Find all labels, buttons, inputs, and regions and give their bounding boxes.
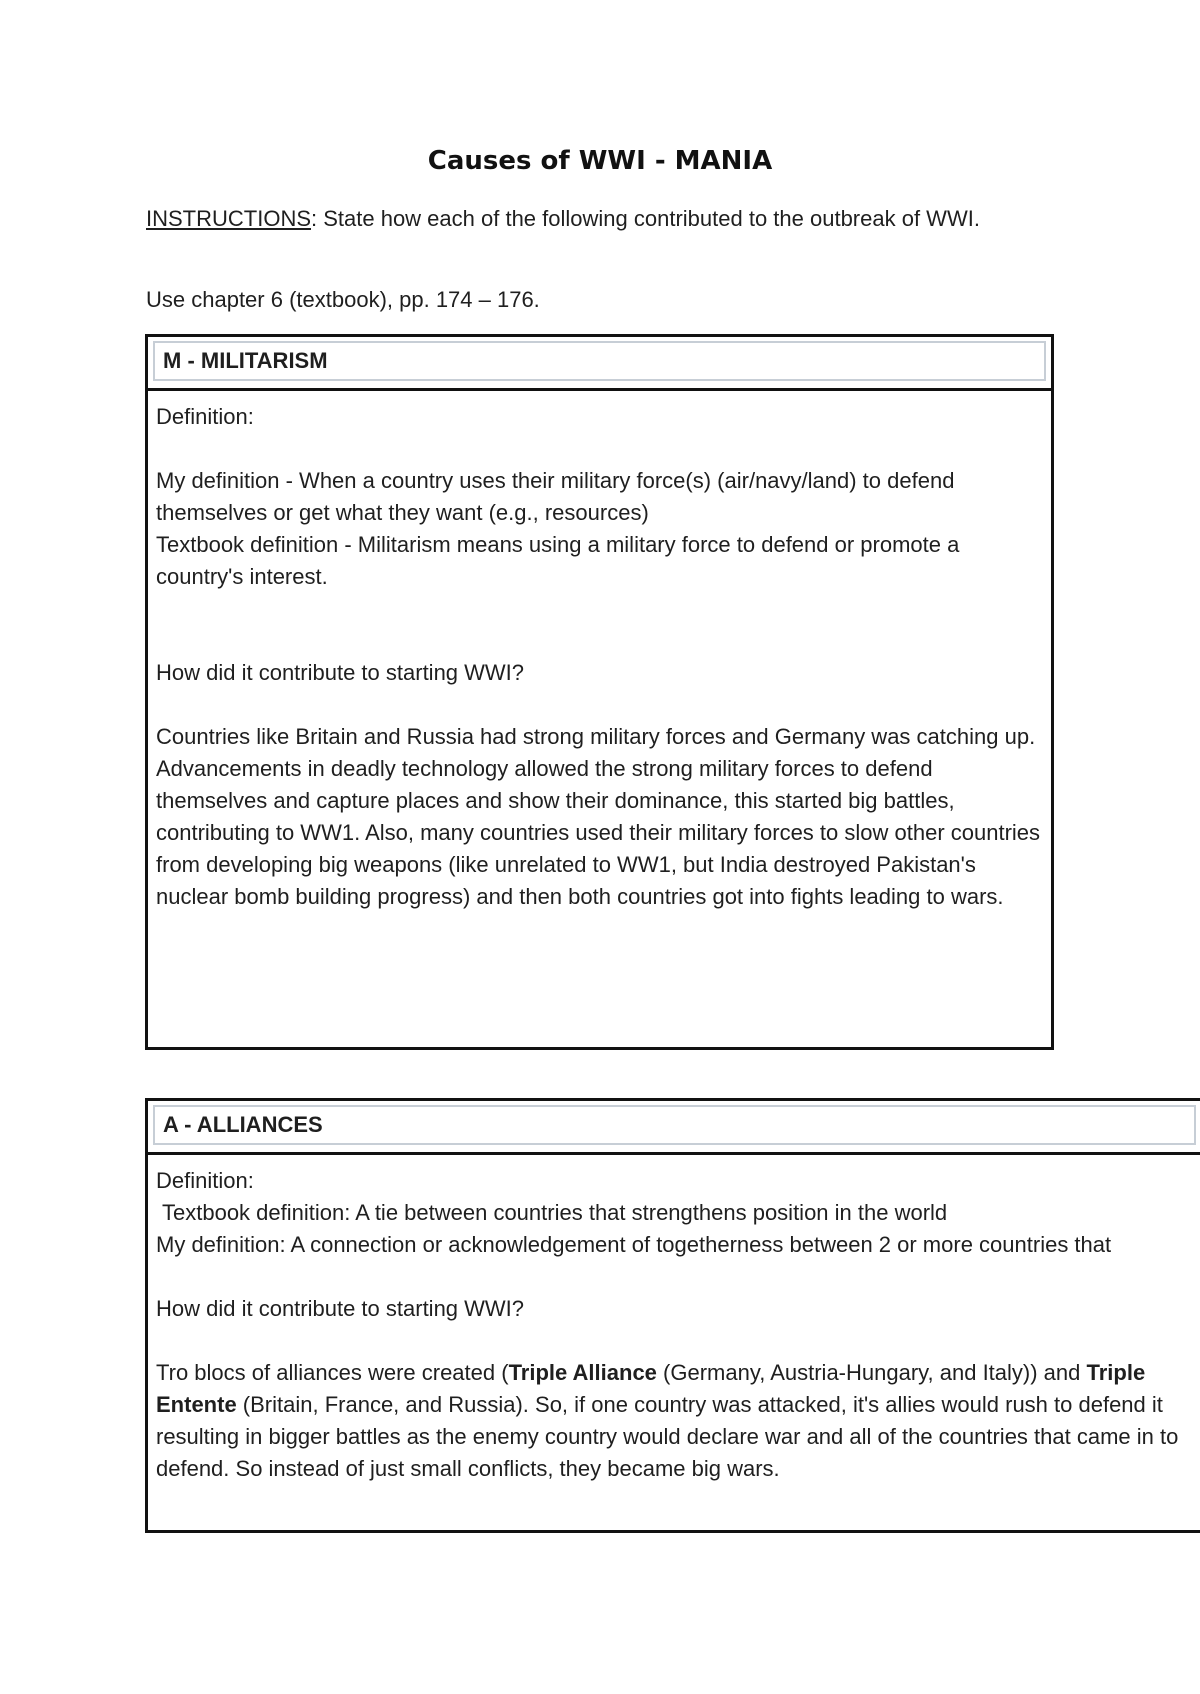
militarism-body [148,391,1051,913]
militarism-box [145,334,1054,1050]
alliances-body [148,1155,1200,1485]
militarism-question: How did it contribute to starting WWI? [156,660,525,685]
militarism-answer: Countries like Britain and Russia had strong military forces and Germany was catching up. Advancements in deadly technology allowed the strong military forces to defend themselves and capture places and show their dominance, this started big battles, contributing to WW1. Also, many countries used their military forces to slow other countries from developing big weapons (like unrelated to WW1, but India destroyed Pakistan's nuclear bomb building progress) and then both countries got into fights leading to wars. [156,724,1041,909]
page-title: Causes of WWI - MANIA [427,146,773,176]
alliances-answer-part2: (Germany, Austria-Hungary, and Italy)) and [656,1360,1087,1385]
militarism-my-definition: My definition - When a country uses their military force(s) (air/navy/land) to defend themselves or get what they want (e.g., resources) [156,468,955,525]
alliances-answer-part1: Tro blocs of alliances were created ( [156,1360,509,1385]
militarism-textbook-definition: Textbook definition - Militarism means using a military force to defend or promote a country's interest. [156,532,960,589]
militarism-heading: M - MILITARISM [153,341,1046,381]
alliances-heading: A - ALLIANCES [153,1105,1196,1145]
alliances-answer-part3: (Britain, France, and Russia). So, if one country was attacked, it's allies would rush to defend it resulting in bigger battles as the enemy country would declare war and all of the countries that came in to defend. So instead of just small conflicts, they became big wars. [156,1392,1179,1481]
alliances-box [145,1098,1200,1533]
instructions-text: : State how each of the following contributed to the outbreak of WWI. [311,206,980,231]
triple-alliance-term: Triple Alliance [508,1360,657,1385]
instructions [146,202,1016,236]
militarism-definition-label: Definition: [156,404,254,429]
alliances-textbook-definition: Textbook definition: A tie between countries that strengthens position in the world [162,1200,948,1225]
alliances-question: How did it contribute to starting WWI? [156,1296,525,1321]
alliances-definition-label: Definition: [156,1168,254,1193]
alliances-answer [156,1357,1194,1485]
triple-entente-term: Triple Entente [156,1360,1146,1417]
alliances-my-definition: My definition: A connection or acknowledgement of togetherness between 2 or more countries that [156,1232,1112,1257]
reference-note: Use chapter 6 (textbook), pp. 174 – 176. [146,287,540,312]
instructions-label: INSTRUCTIONS [146,206,311,231]
